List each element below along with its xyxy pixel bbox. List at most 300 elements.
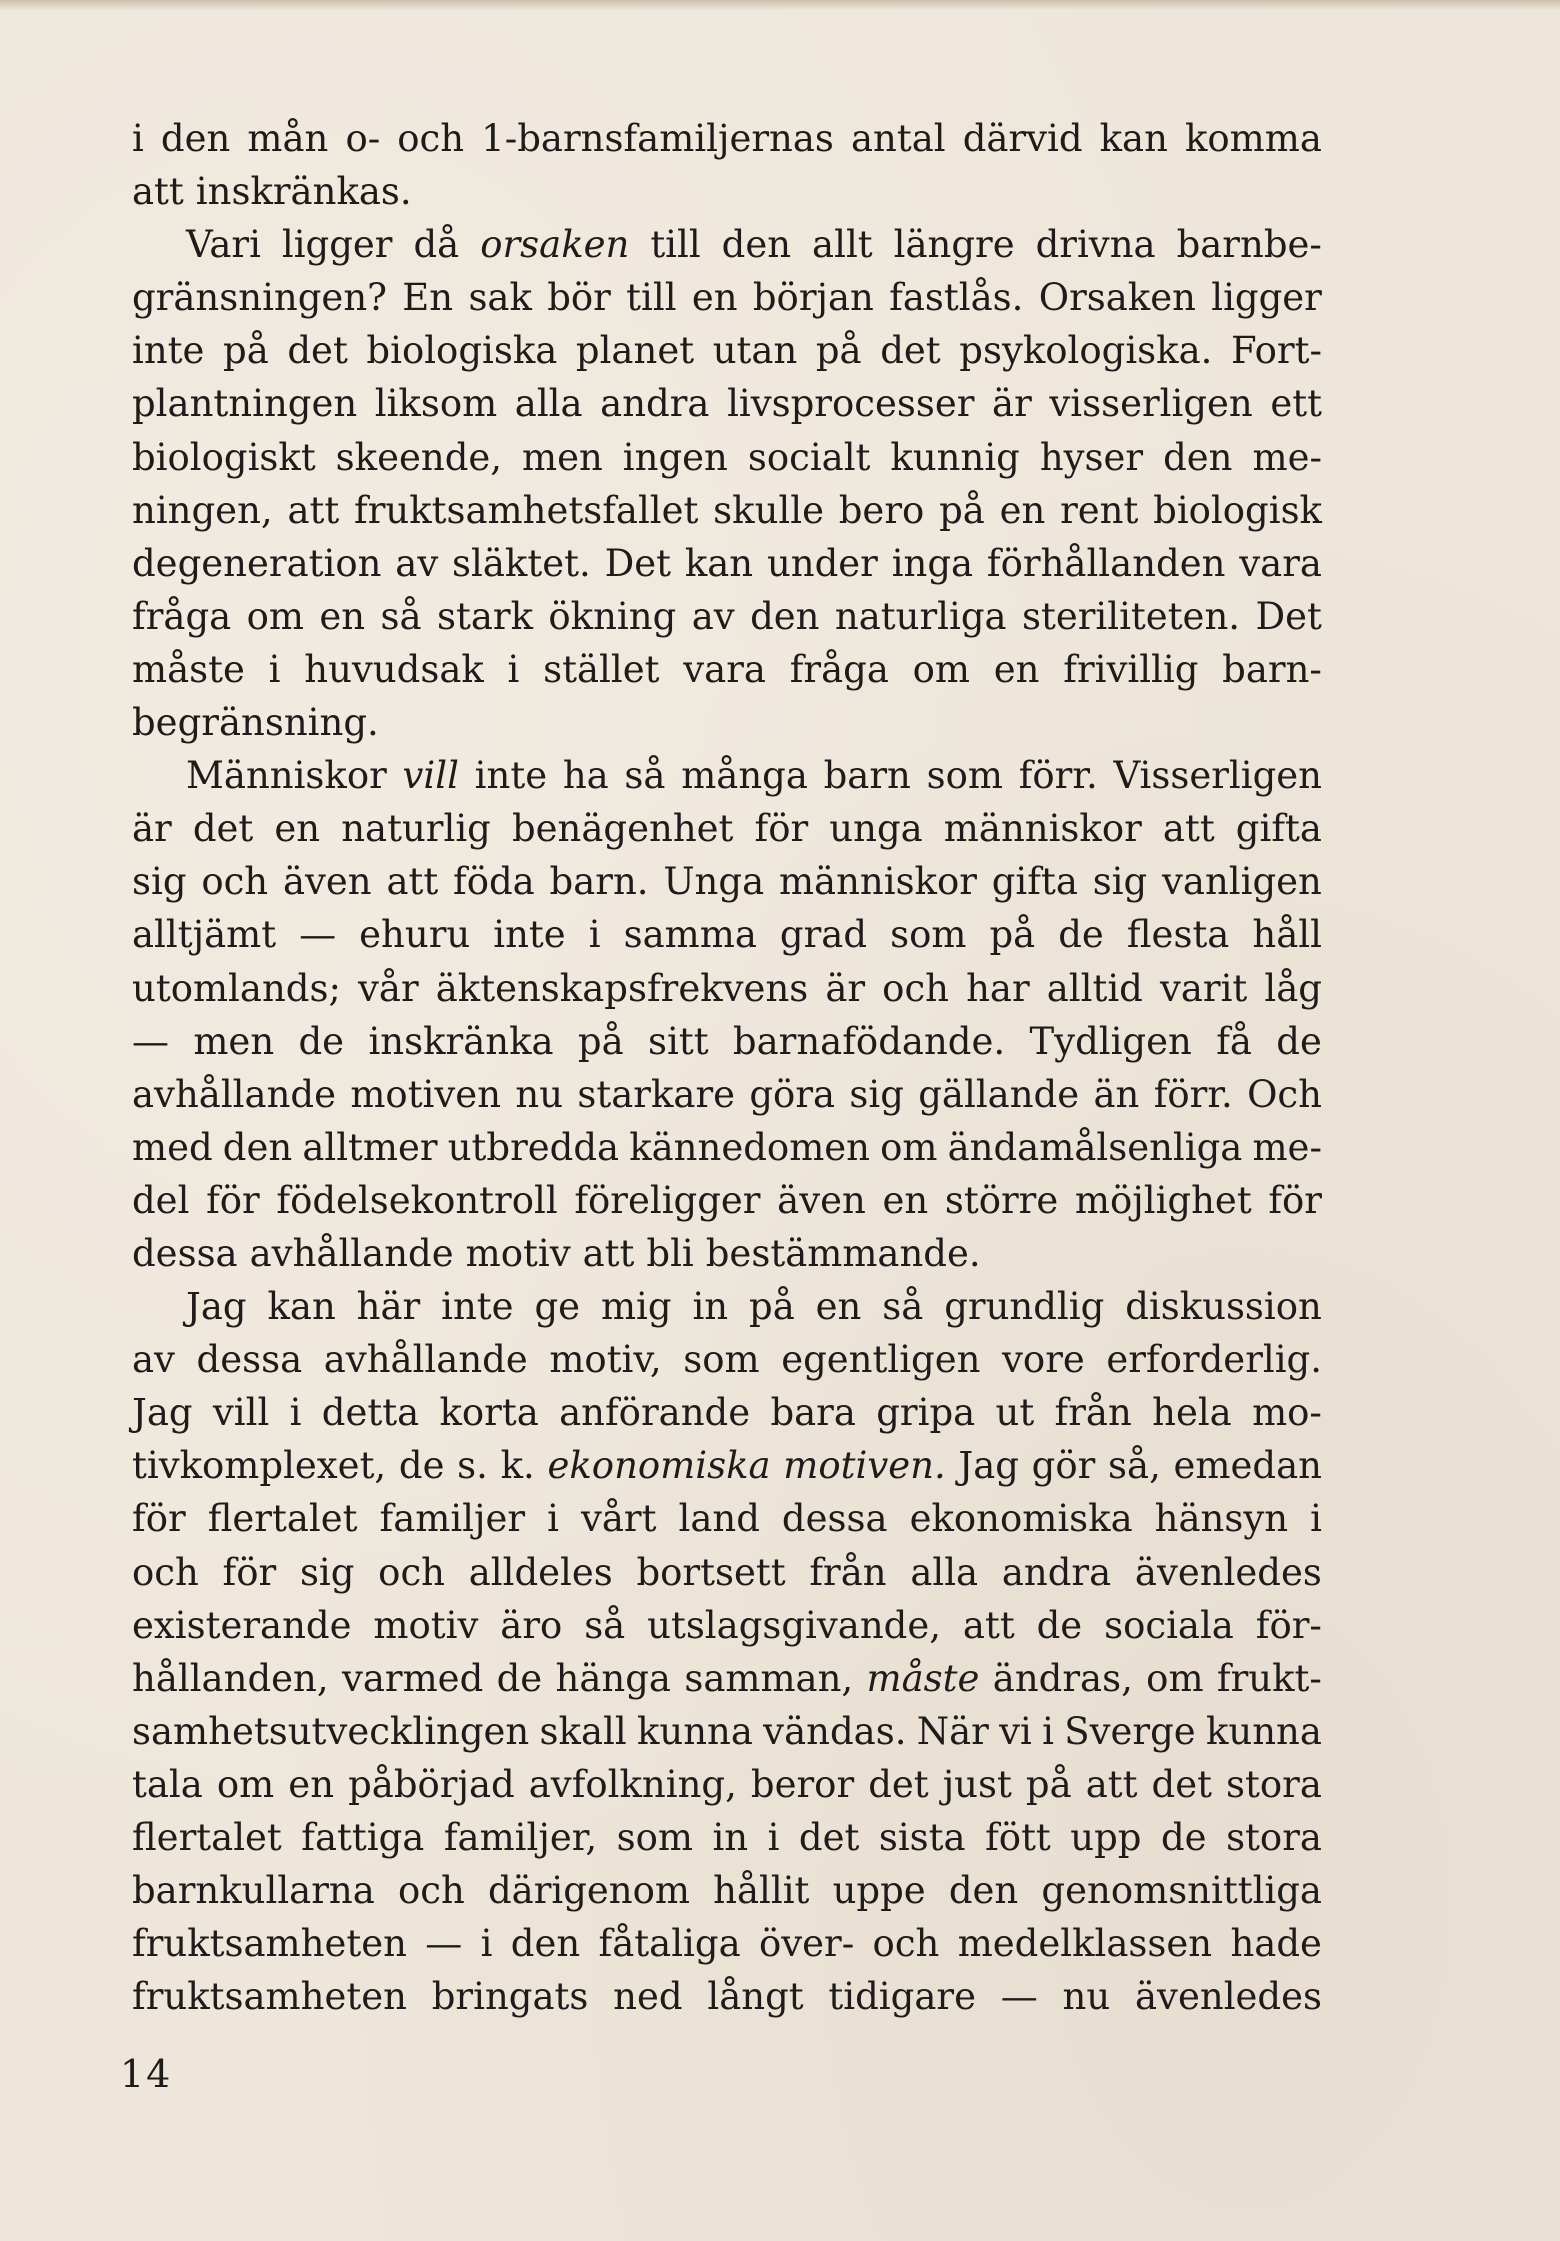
- text-line: [132, 1492, 1322, 1545]
- word: vi: [999, 1709, 1032, 1753]
- word: i: [132, 117, 144, 160]
- word: gör: [1031, 1444, 1096, 1488]
- text-line: [132, 855, 1322, 908]
- word: planet: [575, 329, 695, 373]
- word: samma: [623, 913, 757, 957]
- word: för: [754, 807, 809, 851]
- word: Människor: [186, 754, 387, 798]
- word: ge: [534, 1285, 581, 1329]
- word: för-: [1255, 1603, 1322, 1647]
- word: alltmer: [302, 1125, 438, 1169]
- word: fråga: [789, 647, 889, 691]
- word: s.: [457, 1444, 488, 1488]
- word: äro: [500, 1603, 563, 1647]
- word: den: [750, 594, 820, 638]
- word: plantningen: [132, 382, 358, 426]
- word: och: [397, 117, 465, 160]
- text-line: [132, 1864, 1322, 1917]
- word: den: [1163, 435, 1233, 479]
- word: kan: [1099, 117, 1168, 160]
- text-line: [132, 484, 1322, 537]
- text-line: [132, 1333, 1322, 1386]
- word: födelsekontroll: [276, 1178, 558, 1222]
- word: utslagsgivande,: [647, 1603, 942, 1647]
- word: det: [798, 1816, 860, 1859]
- word: tivkomplexet,: [132, 1444, 387, 1488]
- word: att: [1085, 1762, 1138, 1806]
- text-line: [132, 962, 1322, 1015]
- body-text: [132, 112, 1322, 2023]
- text-line: [132, 377, 1322, 430]
- word: om: [1146, 1656, 1204, 1700]
- word: naturliga: [834, 594, 1007, 638]
- word: motiven: [350, 1072, 502, 1116]
- word: så: [584, 1603, 626, 1647]
- word: grundlig: [944, 1285, 1105, 1329]
- word: längre: [893, 223, 1015, 267]
- word: land: [678, 1497, 760, 1541]
- text-line: [132, 1121, 1322, 1174]
- word: bestämmande.: [705, 1231, 981, 1275]
- word: vill: [212, 1391, 270, 1435]
- word: vår: [358, 966, 419, 1010]
- word: motiven.: [783, 1444, 946, 1488]
- word: anförande: [559, 1391, 751, 1435]
- word: dessa: [132, 1231, 238, 1275]
- text-line: [132, 1174, 1322, 1227]
- word: av: [691, 594, 735, 638]
- word: måste: [866, 1656, 980, 1700]
- word: del: [132, 1178, 190, 1222]
- word: än: [1093, 1072, 1140, 1116]
- word: i: [480, 1922, 493, 1966]
- word: om: [216, 1762, 275, 1806]
- word: ligger: [1211, 276, 1322, 320]
- word: frukt-: [1216, 1656, 1322, 1700]
- word: för: [1268, 1178, 1322, 1222]
- word: så,: [1108, 1444, 1161, 1488]
- word: en: [274, 807, 321, 851]
- word: här: [356, 1285, 421, 1329]
- word: som: [890, 913, 967, 957]
- word: utan: [712, 329, 798, 373]
- text-line: [132, 1227, 1322, 1280]
- word: och: [132, 1550, 199, 1594]
- word: kan: [684, 541, 754, 585]
- word: många: [681, 754, 808, 798]
- word: rent: [1060, 488, 1139, 532]
- word: in: [712, 1816, 749, 1859]
- word: på: [815, 329, 862, 373]
- word: det: [880, 329, 941, 373]
- text-line: [132, 590, 1322, 643]
- word: som: [616, 1816, 693, 1859]
- word: mån: [247, 117, 329, 160]
- word: me-: [1252, 435, 1322, 479]
- word: me-: [1252, 1125, 1322, 1169]
- word: utomlands;: [132, 966, 341, 1010]
- text-line: [132, 112, 1322, 165]
- word: avhållande: [132, 1072, 336, 1116]
- word: det: [192, 807, 254, 851]
- text-line: [132, 271, 1322, 324]
- word: liksom: [374, 382, 498, 426]
- word: motiv: [373, 1603, 479, 1647]
- word: Vari: [186, 223, 261, 267]
- word: på: [1025, 1762, 1072, 1806]
- word: de: [1036, 1603, 1083, 1647]
- word: huvudsak: [304, 647, 484, 691]
- word: i: [547, 1497, 559, 1541]
- word: —: [1000, 1975, 1038, 2019]
- word: måste: [132, 647, 245, 691]
- word: påbörjad: [348, 1762, 515, 1806]
- word: sitt: [648, 1019, 709, 1063]
- word: en: [288, 1762, 335, 1806]
- word: ha: [562, 754, 609, 798]
- word: fött: [985, 1816, 1051, 1859]
- word: in: [692, 1285, 729, 1329]
- word: därvid: [962, 117, 1083, 160]
- word: en: [815, 1285, 862, 1329]
- word: om: [880, 1125, 938, 1169]
- word: fåtaliga: [598, 1922, 741, 1966]
- word: att: [962, 1603, 1015, 1647]
- word: fastlås.: [889, 276, 1024, 320]
- word: i: [507, 647, 520, 691]
- word: stället: [543, 647, 660, 691]
- word: och: [397, 1869, 465, 1913]
- word: 1-barnsfamiljernas: [481, 117, 834, 160]
- word: ekonomiska: [909, 1497, 1133, 1541]
- word: sig: [132, 860, 187, 904]
- word: som: [683, 1338, 760, 1382]
- text-line: [132, 431, 1322, 484]
- word: sig: [1092, 860, 1148, 904]
- word: socialt: [747, 435, 871, 479]
- word: till: [626, 276, 677, 320]
- word: frivillig: [1063, 647, 1199, 691]
- word: andra: [600, 382, 710, 426]
- word: som: [926, 754, 1003, 798]
- word: ökning: [548, 594, 677, 638]
- text-line: [132, 1546, 1322, 1599]
- word: släktet.: [452, 541, 591, 585]
- word: att: [1162, 807, 1215, 851]
- word: hänsyn: [1154, 1497, 1289, 1541]
- text-line: [132, 1917, 1322, 1970]
- word: existerande: [132, 1603, 352, 1647]
- word: i: [1310, 1497, 1322, 1541]
- word: ekonomiska: [547, 1444, 771, 1488]
- text-line: [132, 1280, 1322, 1333]
- text-line: [132, 324, 1322, 377]
- word: avhållande: [323, 1338, 528, 1382]
- word: så: [882, 1285, 924, 1329]
- word: drivna: [1035, 223, 1156, 267]
- text-line: [132, 1705, 1322, 1758]
- word: ändamålsenliga: [947, 1125, 1243, 1169]
- word: av: [395, 541, 439, 585]
- word: andra: [1001, 1550, 1112, 1594]
- word: gränsningen?: [132, 276, 387, 320]
- word: psykologiska.: [959, 329, 1213, 373]
- word: därigenom: [487, 1869, 690, 1913]
- word: Jag: [132, 1391, 193, 1435]
- word: att: [287, 488, 340, 532]
- word: är: [992, 382, 1032, 426]
- word: nu: [515, 1072, 564, 1116]
- word: tala: [132, 1762, 203, 1806]
- word: en: [882, 1178, 929, 1222]
- word: samman,: [684, 1656, 854, 1700]
- word: och: [378, 1550, 445, 1594]
- text-line: [132, 1439, 1322, 1492]
- text-line: [132, 643, 1322, 696]
- word: skeende,: [335, 435, 503, 479]
- word: vara: [683, 647, 766, 691]
- text-line: [132, 1970, 1322, 2023]
- word: familjer: [379, 1497, 526, 1541]
- word: avfolkning,: [528, 1762, 737, 1806]
- word: kunna: [636, 1709, 753, 1753]
- word: upp: [1070, 1816, 1142, 1859]
- word: komma: [1184, 117, 1322, 160]
- word: ehuru: [359, 913, 471, 957]
- word: i: [268, 647, 281, 691]
- word: vill: [402, 754, 459, 798]
- text-line: [132, 1068, 1322, 1121]
- word: ned: [613, 1975, 683, 2019]
- word: korta: [439, 1391, 539, 1435]
- word: över-: [758, 1922, 855, 1966]
- word: ett: [1270, 382, 1322, 426]
- word: på: [223, 329, 269, 373]
- word: emedan: [1173, 1444, 1322, 1488]
- word: stora: [1226, 1762, 1322, 1806]
- word: orsaken: [480, 223, 630, 267]
- word: och: [872, 1922, 940, 1966]
- word: —: [132, 1019, 169, 1063]
- word: hänga: [555, 1656, 671, 1700]
- word: ävenledes: [1135, 1975, 1322, 2019]
- word: biologiska: [366, 329, 558, 373]
- word: Jag: [958, 1444, 1019, 1488]
- word: Fort-: [1231, 329, 1322, 373]
- word: —: [425, 1922, 463, 1966]
- word: alldeles: [468, 1550, 613, 1594]
- word: för: [222, 1550, 277, 1594]
- word: om: [912, 647, 971, 691]
- word: tidigare: [828, 1975, 976, 2019]
- text-line: [132, 1758, 1322, 1811]
- word: samhetsutvecklingen: [132, 1709, 530, 1753]
- word: motiv,: [549, 1338, 662, 1382]
- word: hyser: [1039, 435, 1144, 479]
- word: från: [809, 1550, 887, 1594]
- word: så: [624, 754, 666, 798]
- word: När: [916, 1709, 989, 1753]
- word: större: [944, 1178, 1059, 1222]
- text-line: [132, 1015, 1322, 1068]
- word: Visserligen: [1113, 754, 1322, 798]
- word: i: [767, 1816, 780, 1859]
- word: det: [287, 329, 348, 373]
- word: av: [132, 1338, 175, 1382]
- word: familjer,: [443, 1816, 598, 1859]
- word: benägenhet: [511, 807, 734, 851]
- word: fruktsamhetsfallet: [354, 488, 699, 532]
- text-line: [132, 1811, 1322, 1864]
- word: på: [749, 1285, 795, 1329]
- word: erforderlig.: [1106, 1338, 1322, 1382]
- word: med: [132, 1125, 213, 1169]
- word: alltid: [1046, 966, 1143, 1010]
- word: en: [319, 594, 366, 638]
- word: göra: [749, 1072, 836, 1116]
- word: k.: [500, 1444, 535, 1488]
- word: degeneration: [132, 541, 382, 585]
- word: inskränkas.: [195, 170, 412, 214]
- word: Sverge: [1064, 1709, 1196, 1753]
- word: inte: [474, 754, 548, 798]
- word: hela: [1152, 1391, 1232, 1435]
- word: medelklassen: [957, 1922, 1213, 1966]
- word: o-: [345, 117, 381, 160]
- word: på: [989, 913, 1036, 957]
- word: diskussion: [1125, 1285, 1322, 1329]
- word: livsprocesser: [727, 382, 975, 426]
- word: gifta: [991, 860, 1078, 904]
- word: allt: [812, 223, 873, 267]
- word: en: [993, 647, 1040, 691]
- word: de: [1160, 1816, 1207, 1859]
- word: varmed: [341, 1656, 484, 1700]
- word: är: [132, 807, 172, 851]
- word: inte: [441, 1285, 514, 1329]
- word: ut: [995, 1391, 1035, 1435]
- word: detta: [321, 1391, 420, 1435]
- word: fruktsamheten: [132, 1975, 407, 2019]
- word: inskränka: [368, 1019, 554, 1063]
- word: i: [588, 913, 601, 957]
- word: till: [650, 223, 701, 267]
- word: bortsett: [636, 1550, 786, 1594]
- word: även: [282, 860, 372, 904]
- word: hade: [1230, 1922, 1322, 1966]
- word: för: [206, 1178, 260, 1222]
- word: uppe: [832, 1869, 926, 1913]
- word: föda: [453, 860, 535, 904]
- page-top-edge: [0, 0, 1560, 10]
- word: biologisk: [1153, 488, 1322, 532]
- word: sociala: [1104, 1603, 1234, 1647]
- word: då: [413, 223, 460, 267]
- word: mo-: [1252, 1391, 1322, 1435]
- text-line: [132, 537, 1322, 590]
- word: Orsaken: [1038, 276, 1196, 320]
- word: men: [522, 435, 603, 479]
- word: unga: [829, 807, 923, 851]
- word: bringats: [431, 1975, 589, 2019]
- word: även: [777, 1178, 866, 1222]
- word: fattiga: [301, 1816, 425, 1859]
- word: de: [496, 1656, 543, 1700]
- word: barnbe-: [1176, 223, 1322, 267]
- word: det: [868, 1762, 929, 1806]
- word: håll: [1252, 913, 1322, 957]
- word: avhållande: [249, 1231, 454, 1275]
- word: Det: [1255, 594, 1322, 638]
- word: biologiskt: [132, 435, 316, 479]
- word: från: [1054, 1391, 1132, 1435]
- word: bara: [770, 1391, 856, 1435]
- word: nu: [1062, 1975, 1111, 2019]
- word: gifta: [1235, 807, 1322, 851]
- word: mig: [600, 1285, 672, 1329]
- word: sista: [878, 1816, 966, 1859]
- word: ningen,: [132, 488, 273, 532]
- word: naturlig: [341, 807, 491, 851]
- word: om: [246, 594, 304, 638]
- word: de: [1276, 1019, 1322, 1063]
- word: den: [948, 1869, 1019, 1913]
- word: bör: [547, 276, 611, 320]
- word: Unga: [663, 860, 765, 904]
- word: att: [386, 860, 439, 904]
- text-line: [132, 802, 1322, 855]
- word: Jag: [186, 1285, 247, 1329]
- word: möjlighet: [1074, 1178, 1252, 1222]
- word: barn.: [549, 860, 649, 904]
- word: i: [289, 1391, 302, 1435]
- word: alla: [514, 382, 583, 426]
- word: barn: [823, 754, 911, 798]
- word: har: [966, 966, 1030, 1010]
- word: vårt: [580, 1497, 657, 1541]
- word: barn-: [1222, 647, 1322, 691]
- text-line: [132, 696, 1322, 749]
- word: antal: [850, 117, 946, 160]
- word: Och: [1247, 1072, 1322, 1116]
- word: alla: [910, 1550, 979, 1594]
- word: ligger: [281, 223, 393, 267]
- word: barnafödande.: [732, 1019, 1006, 1063]
- word: stora: [1226, 1816, 1322, 1859]
- word: förr.: [1018, 754, 1098, 798]
- word: ändras,: [992, 1656, 1133, 1700]
- word: gripa: [876, 1391, 976, 1435]
- word: utbredda: [447, 1125, 620, 1169]
- word: i: [1042, 1709, 1054, 1753]
- text-line: [132, 1599, 1322, 1652]
- word: genomsnittliga: [1041, 1869, 1322, 1913]
- word: hållanden,: [132, 1656, 329, 1700]
- word: är: [825, 966, 866, 1010]
- word: kan: [267, 1285, 336, 1329]
- word: inga: [891, 541, 974, 585]
- word: fruktsamheten: [132, 1922, 407, 1966]
- word: inte: [493, 913, 566, 957]
- word: den: [160, 117, 231, 160]
- word: en: [999, 488, 1046, 532]
- word: på: [939, 488, 985, 532]
- word: dessa: [196, 1338, 303, 1382]
- word: —: [299, 913, 337, 957]
- word: sig: [299, 1550, 355, 1594]
- word: starkare: [577, 1072, 736, 1116]
- word: gällande: [918, 1072, 1080, 1116]
